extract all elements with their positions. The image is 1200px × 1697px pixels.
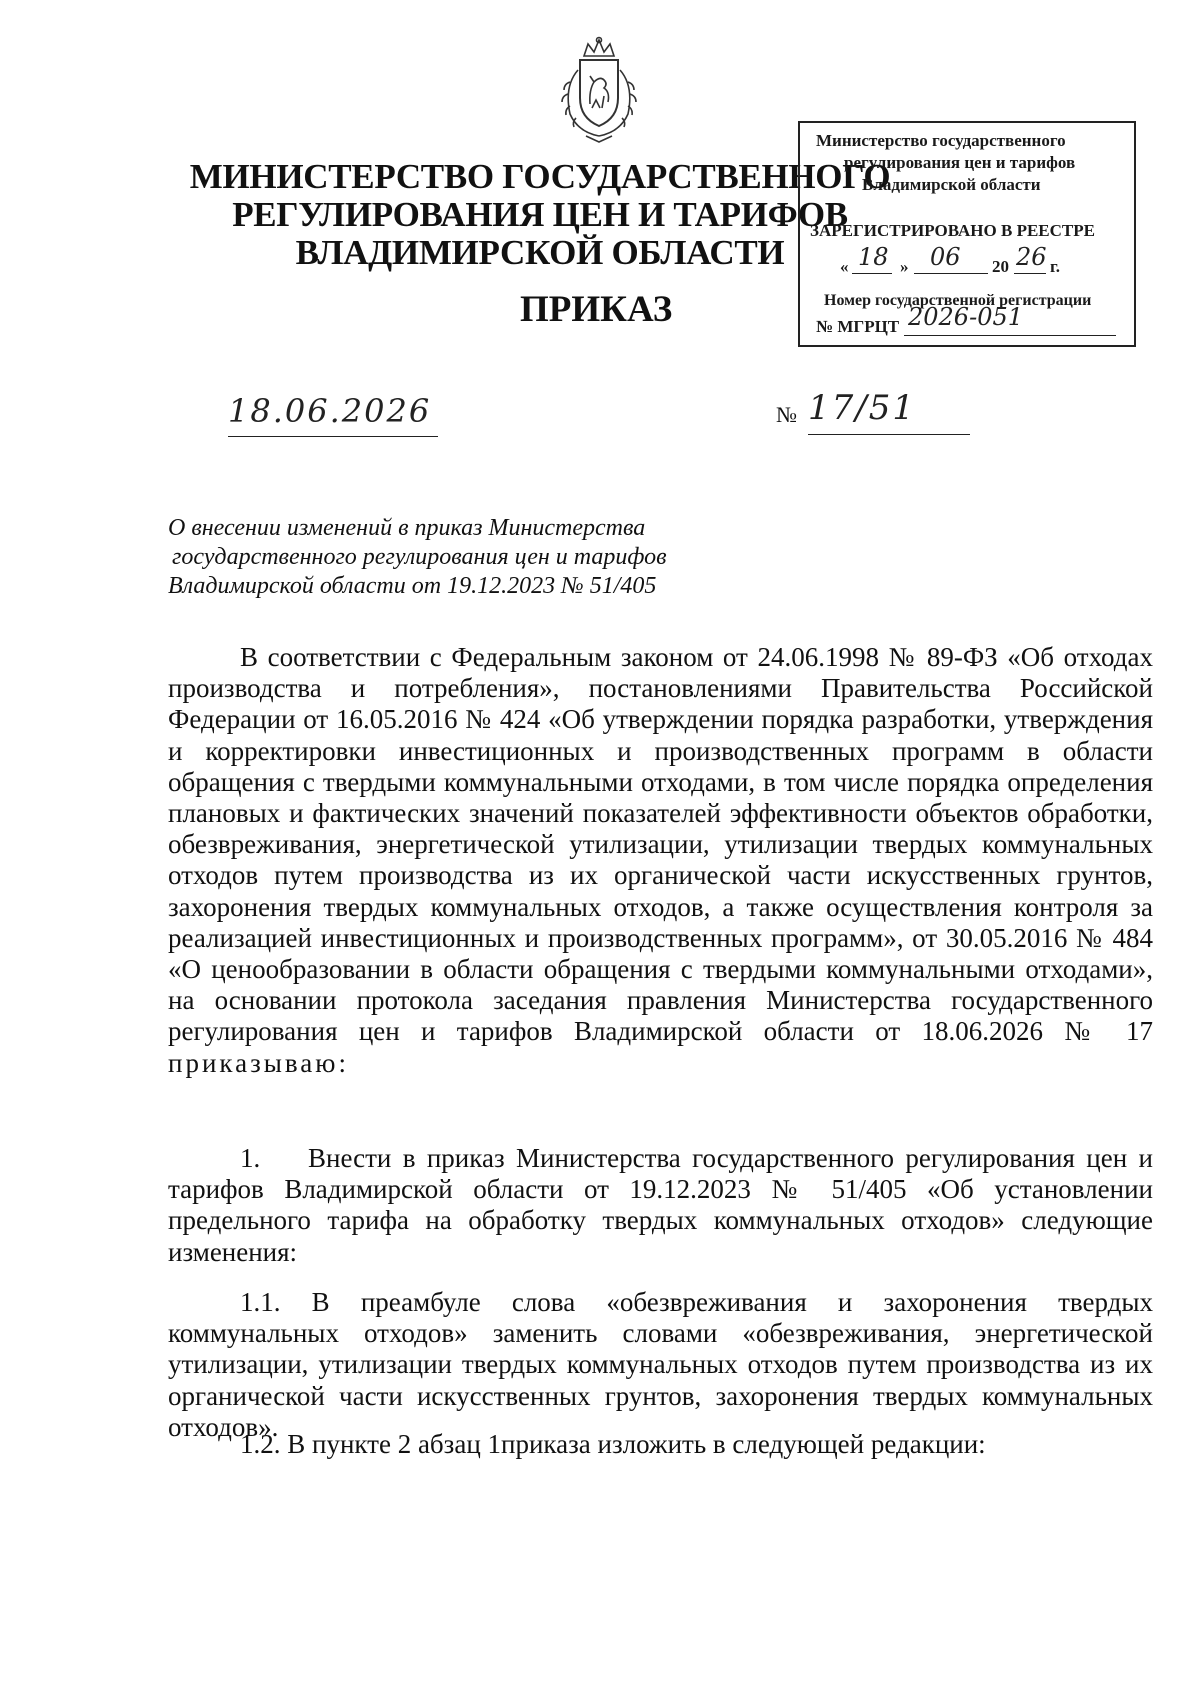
stamp-reg-number: 2026-051 <box>908 303 1023 331</box>
document-type-title: ПРИКАЗ <box>520 289 673 330</box>
stamp-ministry-line-3: Владимирской области <box>862 175 1041 194</box>
order-subject-line-1: О внесении изменений в приказ Министерства <box>168 515 646 541</box>
ministry-name-line-3: ВЛАДИМИРСКОЙ ОБЛАСТИ <box>295 233 785 272</box>
order-subject <box>168 514 688 601</box>
stamp-date-year-unit: г. <box>1050 257 1061 276</box>
order-subject-line-2: государственного регулирования цен и тарифов <box>172 544 667 570</box>
item-1-1-paragraph <box>168 1287 1153 1443</box>
stamp-date-day: 18 <box>858 243 889 271</box>
stamp-month-underline <box>914 273 988 274</box>
stamp-reg-number-label: Номер государственной регистрации <box>824 292 1092 309</box>
stamp-ministry-line-2: регулирования цен и тарифов <box>844 153 1076 172</box>
stamp-year-underline <box>1014 273 1046 274</box>
ministry-name-line-2: РЕГУЛИРОВАНИЯ ЦЕН И ТАРИФОВ <box>232 195 848 234</box>
stamp-reg-number-underline <box>904 335 1116 336</box>
stamp-ministry-line-1: Министерство государственного <box>816 131 1066 150</box>
stamp-registered-label: ЗАРЕГИСТРИРОВАНО В РЕЕСТРЕ <box>810 221 1095 240</box>
stamp-day-underline <box>852 273 892 274</box>
item-1-2-paragraph <box>168 1429 1153 1460</box>
ministry-name-heading <box>180 158 900 272</box>
coat-of-arms-emblem <box>556 36 642 144</box>
stamp-reg-number-prefix: № МГРЦТ <box>816 317 900 336</box>
order-subject-line-3: Владимирской области от 19.12.2023 № 51/405 <box>168 573 657 599</box>
order-number-handwritten: 17/51 <box>808 388 970 435</box>
item-1-text: Внести в приказ Министерства государственного регулирования цен и тарифов Владимирской области от 19.12.2023 № 51/405 «Об установлении предельного тарифа на обработку твердых коммунальных отходов» следующие изменения: <box>168 1143 1153 1267</box>
order-number-sign: № <box>776 402 797 427</box>
item-1-2-text: 1.2. В пункте 2 абзац 1приказа изложить в следующей редакции: <box>240 1429 986 1459</box>
preamble-text: В соответствии с Федеральным законом от 24.06.1998 № 89-ФЗ «Об отходах производства и потребления», постановлениями Правительства Российской Федерации от 16.05.2016 № 424 «Об утверждении порядка разработки, утверждения и корректировки инвестиционных и производственных программ в области обращения с твердыми коммунальными отходами, в том числе порядка определения плановых и фактических значений показателей эффективности объектов обработки, обезвреживания, энергетической утилизации, утилизации твердых коммунальных отходов путем производства из их органической части искусственных грунтов, захоронения твердых коммунальных отходов, а также осуществления контроля за реализацией инвестиционных и производственных программ», от 30.05.2016 № 484 «О ценообразовании в области обращения с твердыми коммунальными отходами», на основании протокола заседания правления Министерства государственного регулирования цен и тарифов Владимирской области от 18.06.2026 № 17 <box>168 642 1153 1047</box>
item-1-1-text: 1.1. В преамбуле слова «обезвреживания и захоронения твердых коммунальных отходов» заменить словами «обезвреживания, энергетической утилизации, утилизации твердых коммунальных отходов путем производства из их органической части искусственных грунтов, захоронения твердых коммунальных отходов». <box>168 1287 1153 1442</box>
item-1-number: 1. <box>240 1143 261 1173</box>
stamp-date-month: 06 <box>930 243 961 271</box>
order-date-handwritten: 18.06.2026 <box>228 392 438 437</box>
preamble-order-word: приказываю: <box>168 1047 349 1078</box>
stamp-date-year-suffix: 26 <box>1016 243 1047 271</box>
item-1-paragraph <box>168 1143 1153 1268</box>
preamble-paragraph <box>168 642 1153 1079</box>
stamp-date-close-quote: » <box>900 257 909 276</box>
stamp-date-year-prefix: 20 <box>992 257 1009 276</box>
ministry-name-line-1: МИНИСТЕРСТВО ГОСУДАРСТВЕННОГО <box>189 157 891 196</box>
stamp-date-open-quote: « <box>840 257 849 276</box>
registration-stamp <box>798 121 1136 347</box>
